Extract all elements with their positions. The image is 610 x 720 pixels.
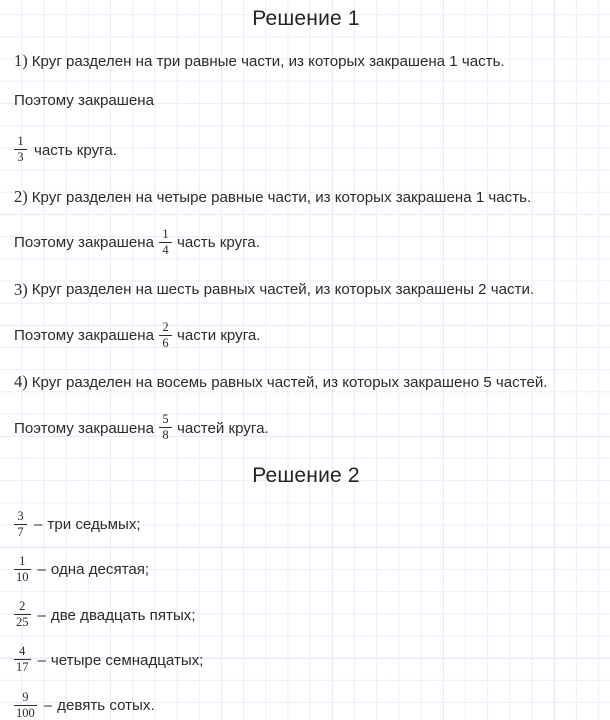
fraction-numerator: 1 — [19, 553, 26, 568]
fraction-numerator: 1 — [162, 226, 169, 241]
conclusion-tail-text-3: части круга. — [176, 327, 261, 345]
solution-item-3-statement — [14, 279, 598, 299]
fraction-denominator: 17 — [16, 660, 29, 675]
item-number-4: 4) — [14, 372, 28, 392]
fraction-denominator: 3 — [17, 150, 24, 165]
solution-item-2-conclusion — [14, 228, 598, 257]
fraction-name-row — [14, 555, 598, 584]
fraction-numerator: 1 — [17, 134, 24, 149]
conclusion-lead-text-4: Поэтому закрашена — [14, 419, 154, 437]
solution-item-4-conclusion — [14, 414, 598, 443]
fraction-4-17 — [14, 645, 31, 674]
fraction-9-100 — [14, 691, 37, 720]
dash-separator: – — [37, 651, 46, 669]
item-statement-text-3: Круг разделен на шесть равных частей, из которых закрашены 2 части. — [31, 281, 535, 299]
fraction-1 — [14, 135, 27, 164]
solution-item-1-conclusion-lead — [14, 93, 598, 108]
fraction-denominator: 4 — [162, 242, 169, 257]
conclusion-lead-text-3: Поэтому закрашена — [14, 327, 154, 345]
fraction-2 — [159, 228, 172, 257]
fraction-4 — [159, 413, 172, 442]
dash-separator: – — [34, 516, 43, 534]
solution-item-1-conclusion-fraction — [14, 136, 598, 165]
fraction-name-text: девять сотых. — [57, 697, 155, 715]
fraction-1-10 — [14, 555, 31, 584]
fraction-numerator: 9 — [22, 689, 29, 704]
fraction-name-row — [14, 691, 598, 720]
item-statement-text-1: Круг разделен на три равные части, из которых закрашена 1 часть. — [31, 52, 505, 70]
fraction-denominator: 6 — [162, 335, 169, 350]
conclusion-tail-text-4: частей круга. — [176, 419, 269, 437]
fraction-2-25 — [14, 600, 31, 629]
fraction-numerator: 4 — [19, 644, 26, 659]
section-heading-solution-2: Решение 2 — [252, 464, 360, 488]
conclusion-lead-text-2: Поэтому закрашена — [14, 234, 154, 252]
fraction-numerator: 2 — [19, 599, 26, 614]
fraction-numerator: 2 — [162, 319, 169, 334]
fraction-denominator: 7 — [17, 524, 24, 539]
solution-item-3-conclusion — [14, 321, 598, 350]
fraction-name-row — [14, 601, 598, 630]
item-statement-text-4: Круг разделен на восемь равных частей, из которых закрашено 5 частей. — [31, 374, 548, 392]
dash-separator: – — [37, 606, 46, 624]
item-number-1: 1) — [14, 51, 28, 70]
fraction-name-text: две двадцать пятых; — [50, 606, 196, 624]
solution-item-4-statement — [14, 374, 598, 391]
item-number-3: 3) — [14, 279, 28, 299]
fraction-name-row — [14, 510, 598, 539]
fraction-denominator: 10 — [16, 569, 29, 584]
conclusion-tail-text-2: часть круга. — [176, 234, 260, 252]
fraction-numerator: 5 — [162, 412, 169, 427]
fraction-3-7 — [14, 510, 27, 539]
conclusion-lead-text-1: Поэтому закрашена — [14, 91, 154, 109]
fraction-name-text: три седьмых; — [47, 516, 141, 534]
item-number-2: 2) — [14, 186, 28, 206]
fraction-denominator: 8 — [162, 428, 169, 443]
fraction-name-row — [14, 646, 598, 675]
solution-item-2-statement — [14, 186, 598, 206]
dash-separator: – — [37, 561, 46, 579]
fraction-denominator: 25 — [16, 615, 29, 630]
section-heading-solution-1: Решение 1 — [252, 7, 360, 30]
solution-item-1-statement — [14, 53, 598, 70]
fraction-3 — [159, 321, 172, 350]
fraction-denominator: 100 — [16, 705, 35, 720]
conclusion-tail-text-1: часть круга. — [34, 141, 117, 159]
fraction-name-text: четыре семнадцатых; — [50, 651, 204, 669]
fraction-numerator: 3 — [17, 508, 24, 523]
item-statement-text-2: Круг разделен на четыре равные части, из которых закрашена 1 часть. — [31, 188, 532, 206]
dash-separator: – — [43, 697, 53, 715]
fraction-name-text: одна десятая; — [50, 561, 150, 579]
